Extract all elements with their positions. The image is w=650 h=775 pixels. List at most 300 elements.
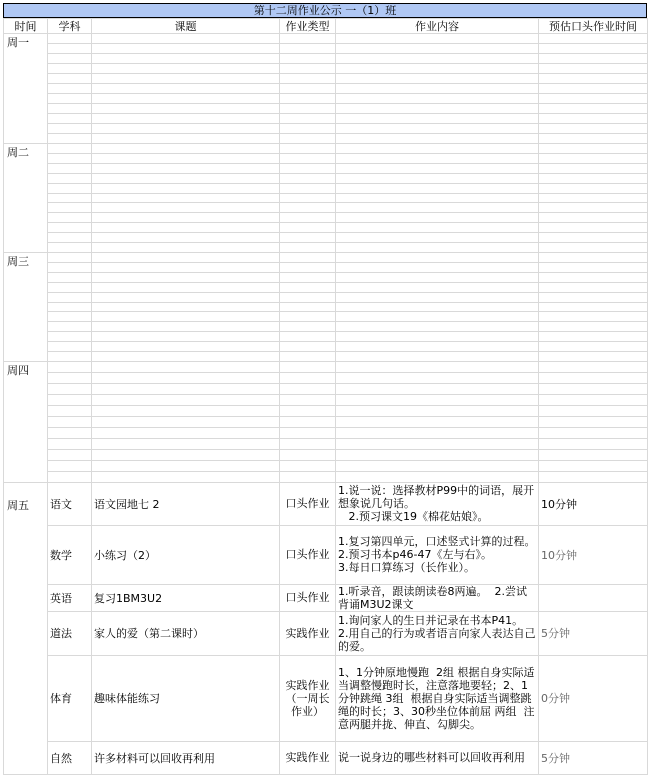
empty-cell[interactable] (48, 372, 92, 383)
empty-cell[interactable] (539, 104, 648, 114)
empty-cell[interactable] (280, 332, 336, 342)
empty-cell[interactable] (48, 361, 92, 372)
empty-cell[interactable] (280, 34, 336, 44)
empty-cell[interactable] (539, 449, 648, 460)
empty-cell[interactable] (336, 193, 539, 203)
topic-cell[interactable]: 复习1BM3U2 (92, 584, 280, 611)
topic-cell[interactable]: 小练习（2） (92, 525, 280, 584)
table-row (4, 252, 648, 262)
empty-cell[interactable] (280, 282, 336, 292)
content-cell[interactable]: 1、1分钟原地慢跑 2组 根据自身实际适当调整慢跑时长，注意落地要轻；2、1分钟跳绳 3组 根据自身实际适当调整跳绳的时长；3、30秒坐位体前屈 两组 注意两腿并拢、伸直、勾脚尖。 (336, 655, 539, 741)
table-row (4, 233, 648, 243)
table-row (4, 372, 648, 383)
table-row (4, 94, 648, 104)
empty-cell[interactable] (48, 252, 92, 262)
type-cell[interactable]: 口头作业 (280, 584, 336, 611)
empty-cell[interactable] (92, 272, 280, 282)
empty-cell[interactable] (539, 34, 648, 44)
est-time-cell[interactable]: 10分钟 (539, 525, 648, 584)
table-row (4, 427, 648, 438)
table-row (4, 213, 648, 223)
empty-cell[interactable] (280, 114, 336, 124)
empty-cell[interactable] (280, 134, 336, 144)
empty-cell[interactable] (336, 262, 539, 272)
empty-cell[interactable] (48, 460, 92, 471)
empty-cell[interactable] (280, 449, 336, 460)
empty-cell[interactable] (92, 153, 280, 163)
empty-cell[interactable] (280, 372, 336, 383)
empty-cell[interactable] (336, 34, 539, 44)
empty-cell[interactable] (336, 124, 539, 134)
empty-cell[interactable] (336, 322, 539, 332)
est-time-cell[interactable]: 0分钟 (539, 655, 648, 741)
empty-cell[interactable] (336, 312, 539, 322)
empty-cell[interactable] (280, 383, 336, 394)
empty-cell[interactable] (539, 233, 648, 243)
empty-cell[interactable] (539, 134, 648, 144)
empty-cell[interactable] (92, 252, 280, 262)
empty-cell[interactable] (336, 163, 539, 173)
empty-cell[interactable] (280, 94, 336, 104)
empty-cell[interactable] (539, 427, 648, 438)
empty-cell[interactable] (336, 134, 539, 144)
empty-cell[interactable] (280, 427, 336, 438)
empty-cell[interactable] (280, 144, 336, 154)
table-row (4, 243, 648, 253)
empty-cell[interactable] (336, 54, 539, 64)
empty-cell[interactable] (539, 394, 648, 405)
table-row (4, 352, 648, 362)
empty-cell[interactable] (539, 84, 648, 94)
empty-cell[interactable] (48, 213, 92, 223)
empty-cell[interactable] (336, 372, 539, 383)
empty-cell[interactable] (92, 460, 280, 471)
empty-cell[interactable] (336, 292, 539, 302)
empty-cell[interactable] (48, 342, 92, 352)
topic-cell[interactable]: 家人的爱（第二课时） (92, 611, 280, 655)
empty-cell[interactable] (48, 416, 92, 427)
empty-cell[interactable] (48, 54, 92, 64)
type-cell[interactable]: 口头作业 (280, 525, 336, 584)
empty-cell[interactable] (280, 74, 336, 84)
topic-cell[interactable]: 语文园地七 2 (92, 482, 280, 525)
empty-cell[interactable] (48, 203, 92, 213)
empty-cell[interactable] (48, 124, 92, 134)
empty-cell[interactable] (48, 262, 92, 272)
empty-cell[interactable] (48, 74, 92, 84)
empty-cell[interactable] (48, 114, 92, 124)
empty-cell[interactable] (92, 282, 280, 292)
empty-cell[interactable] (92, 312, 280, 322)
est-time-cell[interactable]: 5分钟 (539, 741, 648, 774)
empty-cell[interactable] (280, 405, 336, 416)
empty-cell[interactable] (280, 471, 336, 482)
empty-cell[interactable] (48, 292, 92, 302)
empty-cell[interactable] (280, 223, 336, 233)
empty-cell[interactable] (92, 44, 280, 54)
empty-cell[interactable] (280, 272, 336, 282)
empty-cell[interactable] (280, 203, 336, 213)
empty-cell[interactable] (336, 438, 539, 449)
empty-cell[interactable] (280, 44, 336, 54)
empty-cell[interactable] (280, 153, 336, 163)
empty-cell[interactable] (336, 302, 539, 312)
topic-cell[interactable]: 许多材料可以回收再利用 (92, 741, 280, 774)
empty-cell[interactable] (280, 54, 336, 64)
empty-cell[interactable] (92, 243, 280, 253)
table-row (4, 104, 648, 114)
empty-cell[interactable] (336, 427, 539, 438)
empty-cell[interactable] (336, 383, 539, 394)
empty-cell[interactable] (336, 183, 539, 193)
day-cell-fri[interactable]: 周五 (4, 482, 48, 774)
empty-cell[interactable] (336, 332, 539, 342)
empty-cell[interactable] (539, 44, 648, 54)
empty-cell[interactable] (48, 471, 92, 482)
est-time-cell[interactable] (539, 584, 648, 611)
empty-cell[interactable] (92, 134, 280, 144)
day-cell-tue[interactable]: 周二 (4, 144, 48, 253)
table-row (4, 416, 648, 427)
empty-cell[interactable] (539, 153, 648, 163)
empty-cell[interactable] (336, 272, 539, 282)
empty-cell[interactable] (92, 332, 280, 342)
empty-cell[interactable] (92, 438, 280, 449)
empty-cell[interactable] (336, 416, 539, 427)
day-cell-mon[interactable]: 周一 (4, 34, 48, 144)
empty-cell[interactable] (280, 416, 336, 427)
empty-cell[interactable] (336, 460, 539, 471)
empty-cell[interactable] (92, 94, 280, 104)
empty-cell[interactable] (336, 449, 539, 460)
empty-cell[interactable] (48, 332, 92, 342)
empty-cell[interactable] (280, 64, 336, 74)
empty-cell[interactable] (92, 372, 280, 383)
empty-cell[interactable] (280, 163, 336, 173)
empty-cell[interactable] (539, 312, 648, 322)
table-row (4, 134, 648, 144)
table-row (4, 471, 648, 482)
empty-cell[interactable] (280, 312, 336, 322)
table-row (4, 114, 648, 124)
empty-cell[interactable] (48, 352, 92, 362)
empty-cell[interactable] (539, 438, 648, 449)
empty-cell[interactable] (336, 352, 539, 362)
subject-cell[interactable]: 道法 (48, 611, 92, 655)
empty-cell[interactable] (280, 84, 336, 94)
empty-cell[interactable] (48, 134, 92, 144)
empty-cell[interactable] (92, 471, 280, 482)
empty-cell[interactable] (92, 233, 280, 243)
empty-cell[interactable] (539, 272, 648, 282)
empty-cell[interactable] (539, 124, 648, 134)
empty-cell[interactable] (48, 233, 92, 243)
empty-cell[interactable] (280, 233, 336, 243)
table-row (4, 173, 648, 183)
empty-cell[interactable] (539, 460, 648, 471)
empty-cell[interactable] (48, 438, 92, 449)
empty-cell[interactable] (92, 64, 280, 74)
header-est-time[interactable]: 预估口头作业时间 (539, 19, 648, 34)
table-row (4, 262, 648, 272)
empty-cell[interactable] (336, 471, 539, 482)
empty-cell[interactable] (336, 405, 539, 416)
empty-cell[interactable] (92, 124, 280, 134)
empty-cell[interactable] (539, 193, 648, 203)
empty-cell[interactable] (336, 114, 539, 124)
empty-cell[interactable] (280, 361, 336, 372)
empty-cell[interactable] (539, 114, 648, 124)
empty-cell[interactable] (48, 193, 92, 203)
empty-cell[interactable] (92, 193, 280, 203)
empty-cell[interactable] (539, 252, 648, 262)
table-row (4, 44, 648, 54)
empty-cell[interactable] (280, 460, 336, 471)
empty-cell[interactable] (92, 114, 280, 124)
type-cell[interactable]: 实践作业 (280, 741, 336, 774)
subject-cell[interactable]: 数学 (48, 525, 92, 584)
empty-cell[interactable] (336, 203, 539, 213)
table-row (4, 449, 648, 460)
empty-cell[interactable] (539, 383, 648, 394)
empty-cell[interactable] (336, 44, 539, 54)
empty-cell[interactable] (539, 405, 648, 416)
empty-cell[interactable] (539, 213, 648, 223)
empty-cell[interactable] (280, 252, 336, 262)
empty-cell[interactable] (336, 74, 539, 84)
day-cell-wed[interactable]: 周三 (4, 252, 48, 361)
empty-cell[interactable] (48, 243, 92, 253)
empty-cell[interactable] (539, 163, 648, 173)
header-subject[interactable]: 学科 (48, 19, 92, 34)
table-row (4, 163, 648, 173)
empty-cell[interactable] (336, 144, 539, 154)
empty-cell[interactable] (48, 223, 92, 233)
empty-cell[interactable] (336, 394, 539, 405)
empty-cell[interactable] (539, 54, 648, 64)
empty-cell[interactable] (92, 183, 280, 193)
content-cell[interactable]: 1.询问家人的生日并记录在书本P41。 2.用自己的行为或者语言向家人表达自己的爱。 (336, 611, 539, 655)
empty-cell[interactable] (336, 252, 539, 262)
table-row (4, 611, 648, 655)
empty-cell[interactable] (48, 84, 92, 94)
empty-cell[interactable] (539, 183, 648, 193)
empty-cell[interactable] (336, 104, 539, 114)
empty-cell[interactable] (336, 213, 539, 223)
table-row (4, 193, 648, 203)
empty-cell[interactable] (336, 233, 539, 243)
empty-cell[interactable] (280, 173, 336, 183)
header-topic[interactable]: 课题 (92, 19, 280, 34)
empty-cell[interactable] (92, 352, 280, 362)
empty-cell[interactable] (48, 427, 92, 438)
empty-cell[interactable] (539, 94, 648, 104)
empty-cell[interactable] (92, 34, 280, 44)
empty-cell[interactable] (48, 383, 92, 394)
empty-cell[interactable] (92, 383, 280, 394)
empty-cell[interactable] (92, 144, 280, 154)
table-row (4, 223, 648, 233)
empty-cell[interactable] (92, 416, 280, 427)
empty-cell[interactable] (539, 74, 648, 84)
table-row (4, 405, 648, 416)
type-cell[interactable]: 实践作业（一周长作业） (280, 655, 336, 741)
table-row (4, 584, 648, 611)
table-row (4, 84, 648, 94)
empty-cell[interactable] (92, 405, 280, 416)
table-row (4, 342, 648, 352)
empty-cell[interactable] (280, 394, 336, 405)
empty-cell[interactable] (48, 44, 92, 54)
empty-cell[interactable] (92, 213, 280, 223)
empty-cell[interactable] (92, 427, 280, 438)
header-content[interactable]: 作业内容 (336, 19, 539, 34)
empty-cell[interactable] (280, 438, 336, 449)
empty-cell[interactable] (92, 361, 280, 372)
empty-cell[interactable] (280, 183, 336, 193)
empty-cell[interactable] (280, 342, 336, 352)
header-row (4, 19, 648, 34)
subject-cell[interactable]: 自然 (48, 741, 92, 774)
empty-cell[interactable] (539, 243, 648, 253)
empty-cell[interactable] (539, 173, 648, 183)
table-row (4, 482, 648, 525)
empty-cell[interactable] (539, 64, 648, 74)
empty-cell[interactable] (336, 223, 539, 233)
empty-cell[interactable] (539, 416, 648, 427)
empty-cell[interactable] (539, 322, 648, 332)
empty-cell[interactable] (48, 449, 92, 460)
empty-cell[interactable] (336, 173, 539, 183)
empty-cell[interactable] (539, 144, 648, 154)
empty-cell[interactable] (539, 203, 648, 213)
subject-cell[interactable]: 体育 (48, 655, 92, 741)
table-row (4, 332, 648, 342)
empty-cell[interactable] (92, 262, 280, 272)
subject-cell[interactable]: 语文 (48, 482, 92, 525)
empty-cell[interactable] (280, 322, 336, 332)
empty-cell[interactable] (48, 302, 92, 312)
empty-cell[interactable] (336, 282, 539, 292)
empty-cell[interactable] (48, 64, 92, 74)
empty-cell[interactable] (280, 243, 336, 253)
content-cell[interactable]: 1.复习第四单元，口述竖式计算的过程。 2.预习书本p46-47《左与右》。 3.每日口算练习（长作业）。 (336, 525, 539, 584)
empty-cell[interactable] (48, 405, 92, 416)
empty-cell[interactable] (336, 153, 539, 163)
table-row (4, 144, 648, 154)
empty-cell[interactable] (336, 94, 539, 104)
empty-cell[interactable] (92, 84, 280, 94)
empty-cell[interactable] (539, 302, 648, 312)
empty-cell[interactable] (48, 104, 92, 114)
empty-cell[interactable] (539, 361, 648, 372)
empty-cell[interactable] (336, 84, 539, 94)
empty-cell[interactable] (92, 223, 280, 233)
topic-cell[interactable]: 趣味体能练习 (92, 655, 280, 741)
header-type[interactable]: 作业类型 (280, 19, 336, 34)
empty-cell[interactable] (92, 54, 280, 64)
empty-cell[interactable] (92, 302, 280, 312)
empty-cell[interactable] (280, 302, 336, 312)
empty-cell[interactable] (539, 282, 648, 292)
day-cell-thu[interactable]: 周四 (4, 361, 48, 482)
empty-cell[interactable] (92, 292, 280, 302)
empty-cell[interactable] (539, 372, 648, 383)
homework-table (3, 18, 648, 775)
empty-cell[interactable] (539, 342, 648, 352)
empty-cell[interactable] (539, 332, 648, 342)
empty-cell[interactable] (280, 193, 336, 203)
table-row (4, 322, 648, 332)
empty-cell[interactable] (336, 342, 539, 352)
table-row (4, 394, 648, 405)
empty-cell[interactable] (48, 312, 92, 322)
table-row (4, 34, 648, 44)
empty-cell[interactable] (336, 64, 539, 74)
content-cell[interactable]: 1.说一说：选择教材P99中的词语，展开想象说几句话。 2.预习课文19《棉花姑娘》。 (336, 482, 539, 525)
empty-cell[interactable] (539, 471, 648, 482)
empty-cell[interactable] (48, 394, 92, 405)
empty-cell[interactable] (48, 144, 92, 154)
empty-cell[interactable] (539, 352, 648, 362)
table-row (4, 74, 648, 84)
empty-cell[interactable] (336, 361, 539, 372)
header-time[interactable]: 时间 (4, 19, 48, 34)
empty-cell[interactable] (92, 74, 280, 84)
empty-cell[interactable] (48, 34, 92, 44)
content-cell[interactable]: 1.听录音，跟读朗读卷8两遍。 2.尝试背诵M3U2课文 (336, 584, 539, 611)
empty-cell[interactable] (48, 163, 92, 173)
table-row (4, 302, 648, 312)
empty-cell[interactable] (539, 292, 648, 302)
empty-cell[interactable] (92, 322, 280, 332)
empty-cell[interactable] (92, 203, 280, 213)
subject-cell[interactable]: 英语 (48, 584, 92, 611)
type-cell[interactable]: 口头作业 (280, 482, 336, 525)
empty-cell[interactable] (92, 449, 280, 460)
table-row (4, 282, 648, 292)
empty-cell[interactable] (48, 183, 92, 193)
est-time-cell[interactable]: 5分钟 (539, 611, 648, 655)
empty-cell[interactable] (336, 243, 539, 253)
empty-cell[interactable] (48, 322, 92, 332)
empty-cell[interactable] (280, 104, 336, 114)
empty-cell[interactable] (48, 173, 92, 183)
empty-cell[interactable] (280, 213, 336, 223)
empty-cell[interactable] (48, 282, 92, 292)
empty-cell[interactable] (92, 163, 280, 173)
est-time-cell[interactable]: 10分钟 (539, 482, 648, 525)
empty-cell[interactable] (92, 394, 280, 405)
table-row (4, 54, 648, 64)
empty-cell[interactable] (539, 262, 648, 272)
table-row (4, 438, 648, 449)
empty-cell[interactable] (539, 223, 648, 233)
type-cell[interactable]: 实践作业 (280, 611, 336, 655)
empty-cell[interactable] (92, 342, 280, 352)
empty-cell[interactable] (48, 94, 92, 104)
empty-cell[interactable] (280, 292, 336, 302)
empty-cell[interactable] (280, 352, 336, 362)
empty-cell[interactable] (92, 104, 280, 114)
empty-cell[interactable] (48, 272, 92, 282)
content-cell[interactable]: 说一说身边的哪些材料可以回收再利用 (336, 741, 539, 774)
empty-cell[interactable] (48, 153, 92, 163)
empty-cell[interactable] (280, 262, 336, 272)
table-row (4, 383, 648, 394)
empty-cell[interactable] (92, 173, 280, 183)
empty-cell[interactable] (280, 124, 336, 134)
